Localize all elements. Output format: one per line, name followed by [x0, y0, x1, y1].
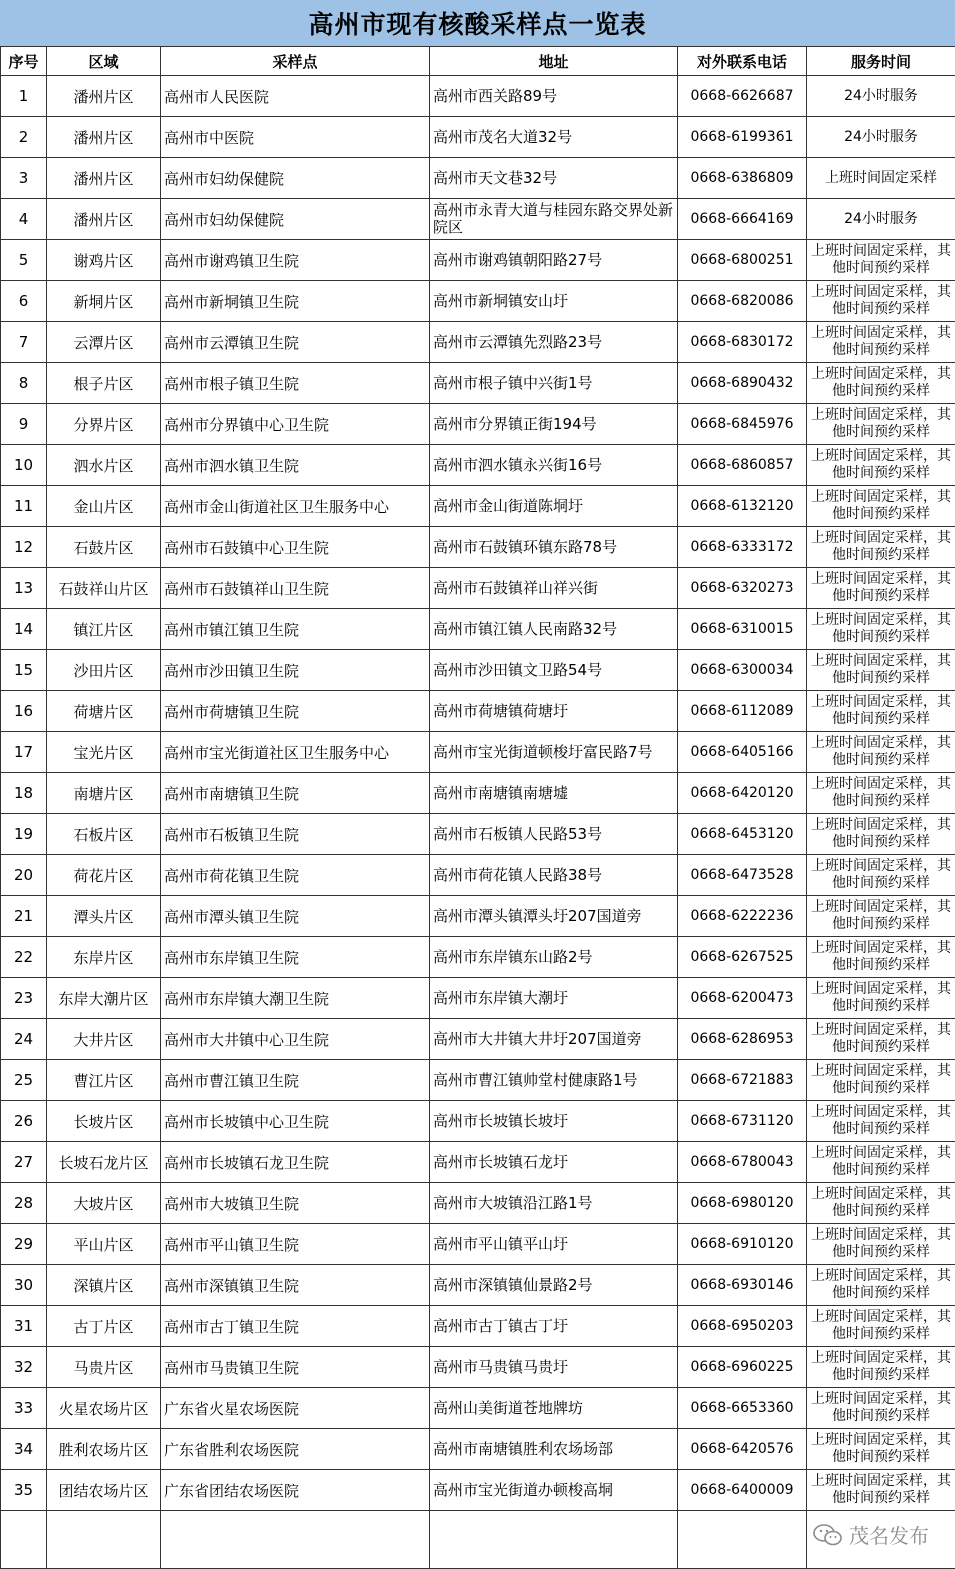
cell-area: 石鼓祥山片区 [47, 568, 161, 609]
cell-phone: 0668-6780043 [678, 1142, 807, 1183]
cell-area: 分界片区 [47, 404, 161, 445]
cell-phone: 0668-6830172 [678, 322, 807, 363]
cell-index: 15 [1, 650, 47, 691]
cell-service-time: 上班时间固定采样，其他时间预约采样 [807, 404, 955, 445]
cell-phone: 0668-6473528 [678, 855, 807, 896]
cell-service-time: 上班时间固定采样，其他时间预约采样 [807, 1265, 955, 1306]
watermark [813, 1520, 929, 1549]
cell-index: 14 [1, 609, 47, 650]
cell-phone: 0668-6721883 [678, 1060, 807, 1101]
cell-service-time: 24小时服务 [807, 76, 955, 117]
cell-address: 高州市长坡镇石龙圩 [430, 1142, 678, 1183]
cell-service-time: 上班时间固定采样，其他时间预约采样 [807, 1388, 955, 1429]
cell-phone: 0668-6300034 [678, 650, 807, 691]
blank-cell [47, 1511, 161, 1569]
cell-address: 高州市荷塘镇荷塘圩 [430, 691, 678, 732]
table-row [1, 1142, 955, 1183]
cell-site: 高州市人民医院 [161, 76, 430, 117]
cell-address: 高州市分界镇正街194号 [430, 404, 678, 445]
cell-area: 长坡石龙片区 [47, 1142, 161, 1183]
table-row [1, 281, 955, 322]
cell-index: 34 [1, 1429, 47, 1470]
cell-phone: 0668-6222236 [678, 896, 807, 937]
cell-address: 高州市潭头镇潭头圩207国道旁 [430, 896, 678, 937]
cell-phone: 0668-6420576 [678, 1429, 807, 1470]
cell-phone: 0668-6420120 [678, 773, 807, 814]
cell-service-time: 上班时间固定采样，其他时间预约采样 [807, 363, 955, 404]
table-row [1, 486, 955, 527]
header-phone: 对外联系电话 [678, 47, 807, 76]
cell-area: 潘州片区 [47, 199, 161, 240]
cell-phone: 0668-6820086 [678, 281, 807, 322]
cell-area: 火星农场片区 [47, 1388, 161, 1429]
table-row [1, 1183, 955, 1224]
cell-site: 高州市平山镇卫生院 [161, 1224, 430, 1265]
cell-phone: 0668-6333172 [678, 527, 807, 568]
cell-service-time: 上班时间固定采样，其他时间预约采样 [807, 1142, 955, 1183]
cell-service-time: 上班时间固定采样，其他时间预约采样 [807, 1429, 955, 1470]
cell-site: 高州市中医院 [161, 117, 430, 158]
cell-address: 高州市天文巷32号 [430, 158, 678, 199]
cell-index: 13 [1, 568, 47, 609]
cell-index: 12 [1, 527, 47, 568]
cell-area: 潘州片区 [47, 117, 161, 158]
cell-site: 高州市石鼓镇祥山卫生院 [161, 568, 430, 609]
cell-service-time: 上班时间固定采样，其他时间预约采样 [807, 1470, 955, 1511]
cell-area: 泗水片区 [47, 445, 161, 486]
table-row [1, 445, 955, 486]
cell-service-time: 上班时间固定采样，其他时间预约采样 [807, 322, 955, 363]
cell-index: 35 [1, 1470, 47, 1511]
cell-address: 高州市曹江镇帅堂村健康路1号 [430, 1060, 678, 1101]
cell-area: 新垌片区 [47, 281, 161, 322]
cell-phone: 0668-6890432 [678, 363, 807, 404]
cell-address: 高州市石鼓镇环镇东路78号 [430, 527, 678, 568]
cell-service-time: 上班时间固定采样，其他时间预约采样 [807, 1101, 955, 1142]
table-row [1, 1429, 955, 1470]
table-row [1, 1101, 955, 1142]
cell-index: 10 [1, 445, 47, 486]
cell-phone: 0668-6626687 [678, 76, 807, 117]
cell-area: 沙田片区 [47, 650, 161, 691]
cell-site: 高州市谢鸡镇卫生院 [161, 240, 430, 281]
cell-area: 荷花片区 [47, 855, 161, 896]
cell-site: 广东省团结农场医院 [161, 1470, 430, 1511]
blank-cell [678, 1511, 807, 1569]
cell-phone: 0668-6845976 [678, 404, 807, 445]
cell-address: 高州市泗水镇永兴街16号 [430, 445, 678, 486]
cell-address: 高州市东岸镇大潮圩 [430, 978, 678, 1019]
table-row [1, 650, 955, 691]
cell-address: 高州市南塘镇胜利农场场部 [430, 1429, 678, 1470]
table-row [1, 1347, 955, 1388]
table-row [1, 117, 955, 158]
cell-address: 高州市云潭镇先烈路23号 [430, 322, 678, 363]
cell-address: 高州市南塘镇南塘墟 [430, 773, 678, 814]
cell-service-time: 上班时间固定采样，其他时间预约采样 [807, 281, 955, 322]
table-row [1, 158, 955, 199]
header-service-time: 服务时间 [807, 47, 955, 76]
table-row [1, 609, 955, 650]
cell-site: 高州市泗水镇卫生院 [161, 445, 430, 486]
cell-phone: 0668-6400009 [678, 1470, 807, 1511]
table-row [1, 1388, 955, 1429]
cell-service-time: 上班时间固定采样，其他时间预约采样 [807, 1060, 955, 1101]
cell-index: 21 [1, 896, 47, 937]
cell-phone: 0668-6132120 [678, 486, 807, 527]
header-address: 地址 [430, 47, 678, 76]
table-row [1, 1265, 955, 1306]
cell-service-time: 24小时服务 [807, 199, 955, 240]
cell-site: 高州市曹江镇卫生院 [161, 1060, 430, 1101]
cell-area: 南塘片区 [47, 773, 161, 814]
cell-site: 高州市深镇镇卫生院 [161, 1265, 430, 1306]
title-bar [0, 0, 955, 47]
blank-cell [161, 1511, 430, 1569]
header-area: 区域 [47, 47, 161, 76]
table-row [1, 978, 955, 1019]
cell-site: 高州市古丁镇卫生院 [161, 1306, 430, 1347]
cell-index: 5 [1, 240, 47, 281]
cell-site: 广东省胜利农场医院 [161, 1429, 430, 1470]
cell-address: 高州市谢鸡镇朝阳路27号 [430, 240, 678, 281]
cell-site: 高州市根子镇卫生院 [161, 363, 430, 404]
cell-address: 高州市长坡镇长坡圩 [430, 1101, 678, 1142]
cell-service-time: 上班时间固定采样，其他时间预约采样 [807, 978, 955, 1019]
table-row [1, 527, 955, 568]
table-row [1, 937, 955, 978]
cell-index: 19 [1, 814, 47, 855]
cell-phone: 0668-6930146 [678, 1265, 807, 1306]
cell-index: 1 [1, 76, 47, 117]
cell-phone: 0668-6960225 [678, 1347, 807, 1388]
cell-area: 云潭片区 [47, 322, 161, 363]
page-title: 高州市现有核酸采样点一览表 [308, 5, 646, 41]
cell-area: 东岸大潮片区 [47, 978, 161, 1019]
cell-service-time: 上班时间固定采样，其他时间预约采样 [807, 773, 955, 814]
cell-service-time: 上班时间固定采样，其他时间预约采样 [807, 732, 955, 773]
cell-address: 高州市石板镇人民路53号 [430, 814, 678, 855]
table-row [1, 199, 955, 240]
blank-cell [430, 1511, 678, 1569]
cell-service-time: 24小时服务 [807, 117, 955, 158]
cell-phone: 0668-6860857 [678, 445, 807, 486]
cell-index: 28 [1, 1183, 47, 1224]
cell-index: 32 [1, 1347, 47, 1388]
cell-site: 高州市石板镇卫生院 [161, 814, 430, 855]
cell-phone: 0668-6800251 [678, 240, 807, 281]
table-row [1, 732, 955, 773]
cell-address: 高州市新垌镇安山圩 [430, 281, 678, 322]
cell-address: 高州市大坡镇沿江路1号 [430, 1183, 678, 1224]
cell-index: 11 [1, 486, 47, 527]
cell-phone: 0668-6980120 [678, 1183, 807, 1224]
cell-area: 谢鸡片区 [47, 240, 161, 281]
cell-area: 潘州片区 [47, 76, 161, 117]
cell-area: 石鼓片区 [47, 527, 161, 568]
cell-address: 高州市茂名大道32号 [430, 117, 678, 158]
cell-service-time: 上班时间固定采样，其他时间预约采样 [807, 1183, 955, 1224]
blank-row [1, 1511, 955, 1569]
cell-site: 高州市长坡镇中心卫生院 [161, 1101, 430, 1142]
table-row [1, 1470, 955, 1511]
cell-index: 18 [1, 773, 47, 814]
table-row [1, 855, 955, 896]
header-row [1, 47, 955, 76]
cell-phone: 0668-6910120 [678, 1224, 807, 1265]
cell-index: 30 [1, 1265, 47, 1306]
cell-service-time: 上班时间固定采样，其他时间预约采样 [807, 609, 955, 650]
table-row [1, 1019, 955, 1060]
cell-phone: 0668-6320273 [678, 568, 807, 609]
wechat-icon [813, 1524, 843, 1546]
cell-area: 深镇片区 [47, 1265, 161, 1306]
cell-address: 高州市沙田镇文卫路54号 [430, 650, 678, 691]
cell-index: 16 [1, 691, 47, 732]
cell-index: 20 [1, 855, 47, 896]
cell-phone: 0668-6664169 [678, 199, 807, 240]
header-index: 序号 [1, 47, 47, 76]
cell-phone: 0668-6200473 [678, 978, 807, 1019]
cell-area: 宝光片区 [47, 732, 161, 773]
blank-cell [1, 1511, 47, 1569]
cell-service-time: 上班时间固定采样，其他时间预约采样 [807, 896, 955, 937]
cell-site: 高州市新垌镇卫生院 [161, 281, 430, 322]
cell-site: 高州市潭头镇卫生院 [161, 896, 430, 937]
cell-index: 31 [1, 1306, 47, 1347]
cell-service-time: 上班时间固定采样，其他时间预约采样 [807, 240, 955, 281]
cell-site: 高州市荷花镇卫生院 [161, 855, 430, 896]
cell-index: 29 [1, 1224, 47, 1265]
cell-phone: 0668-6267525 [678, 937, 807, 978]
cell-site: 高州市宝光街道社区卫生服务中心 [161, 732, 430, 773]
cell-address: 高州市宝光街道办顿梭高垌 [430, 1470, 678, 1511]
cell-site: 高州市大坡镇卫生院 [161, 1183, 430, 1224]
cell-address: 高州市平山镇平山圩 [430, 1224, 678, 1265]
table-row [1, 1060, 955, 1101]
cell-site: 高州市镇江镇卫生院 [161, 609, 430, 650]
cell-phone: 0668-6386809 [678, 158, 807, 199]
cell-site: 高州市南塘镇卫生院 [161, 773, 430, 814]
cell-service-time: 上班时间固定采样，其他时间预约采样 [807, 568, 955, 609]
cell-index: 8 [1, 363, 47, 404]
cell-service-time: 上班时间固定采样，其他时间预约采样 [807, 814, 955, 855]
table-row [1, 363, 955, 404]
cell-service-time: 上班时间固定采样，其他时间预约采样 [807, 1019, 955, 1060]
cell-site: 高州市妇幼保健院 [161, 158, 430, 199]
cell-address: 高州市深镇镇仙景路2号 [430, 1265, 678, 1306]
table-row [1, 773, 955, 814]
table-row [1, 1306, 955, 1347]
cell-phone: 0668-6112089 [678, 691, 807, 732]
cell-index: 4 [1, 199, 47, 240]
cell-area: 团结农场片区 [47, 1470, 161, 1511]
cell-site: 高州市石鼓镇中心卫生院 [161, 527, 430, 568]
cell-service-time: 上班时间固定采样 [807, 158, 955, 199]
cell-phone: 0668-6286953 [678, 1019, 807, 1060]
cell-area: 潭头片区 [47, 896, 161, 937]
cell-address: 高州市东岸镇东山路2号 [430, 937, 678, 978]
cell-area: 石板片区 [47, 814, 161, 855]
cell-service-time: 上班时间固定采样，其他时间预约采样 [807, 1347, 955, 1388]
cell-service-time: 上班时间固定采样，其他时间预约采样 [807, 486, 955, 527]
cell-index: 3 [1, 158, 47, 199]
cell-index: 2 [1, 117, 47, 158]
cell-address: 高州市根子镇中兴街1号 [430, 363, 678, 404]
cell-service-time: 上班时间固定采样，其他时间预约采样 [807, 1306, 955, 1347]
cell-site: 高州市云潭镇卫生院 [161, 322, 430, 363]
cell-phone: 0668-6310015 [678, 609, 807, 650]
cell-address: 高州市镇江镇人民南路32号 [430, 609, 678, 650]
cell-address: 高州市古丁镇古丁圩 [430, 1306, 678, 1347]
cell-address: 高州山美街道苍地牌坊 [430, 1388, 678, 1429]
cell-phone: 0668-6731120 [678, 1101, 807, 1142]
cell-area: 荷塘片区 [47, 691, 161, 732]
cell-phone: 0668-6653360 [678, 1388, 807, 1429]
cell-phone: 0668-6405166 [678, 732, 807, 773]
cell-service-time: 上班时间固定采样，其他时间预约采样 [807, 855, 955, 896]
cell-area: 古丁片区 [47, 1306, 161, 1347]
table-row [1, 1224, 955, 1265]
cell-area: 平山片区 [47, 1224, 161, 1265]
sampling-sites-table [0, 46, 955, 1569]
cell-site: 高州市长坡镇石龙卫生院 [161, 1142, 430, 1183]
cell-area: 金山片区 [47, 486, 161, 527]
header-site: 采样点 [161, 47, 430, 76]
cell-site: 高州市沙田镇卫生院 [161, 650, 430, 691]
cell-area: 东岸片区 [47, 937, 161, 978]
table-row [1, 568, 955, 609]
cell-phone: 0668-6453120 [678, 814, 807, 855]
cell-phone: 0668-6950203 [678, 1306, 807, 1347]
watermark-text: 茂名发布 [849, 1520, 929, 1549]
cell-address: 高州市石鼓镇祥山祥兴街 [430, 568, 678, 609]
cell-site: 高州市马贵镇卫生院 [161, 1347, 430, 1388]
cell-area: 大井片区 [47, 1019, 161, 1060]
cell-area: 马贵片区 [47, 1347, 161, 1388]
cell-area: 根子片区 [47, 363, 161, 404]
cell-address: 高州市马贵镇马贵圩 [430, 1347, 678, 1388]
cell-service-time: 上班时间固定采样，其他时间预约采样 [807, 527, 955, 568]
cell-address: 高州市永青大道与桂园东路交界处新院区 [430, 199, 678, 240]
cell-service-time: 上班时间固定采样，其他时间预约采样 [807, 445, 955, 486]
cell-service-time: 上班时间固定采样，其他时间预约采样 [807, 650, 955, 691]
cell-area: 长坡片区 [47, 1101, 161, 1142]
cell-address: 高州市金山街道陈垌圩 [430, 486, 678, 527]
cell-index: 23 [1, 978, 47, 1019]
cell-site: 高州市大井镇中心卫生院 [161, 1019, 430, 1060]
cell-index: 27 [1, 1142, 47, 1183]
cell-address: 高州市宝光街道顿梭圩富民路7号 [430, 732, 678, 773]
cell-area: 曹江片区 [47, 1060, 161, 1101]
table-row [1, 814, 955, 855]
table-row [1, 691, 955, 732]
cell-area: 镇江片区 [47, 609, 161, 650]
table-row [1, 322, 955, 363]
cell-address: 高州市西关路89号 [430, 76, 678, 117]
cell-site: 广东省火星农场医院 [161, 1388, 430, 1429]
cell-index: 6 [1, 281, 47, 322]
cell-index: 9 [1, 404, 47, 445]
cell-site: 高州市荷塘镇卫生院 [161, 691, 430, 732]
cell-site: 高州市分界镇中心卫生院 [161, 404, 430, 445]
cell-index: 7 [1, 322, 47, 363]
cell-site: 高州市东岸镇大潮卫生院 [161, 978, 430, 1019]
cell-area: 潘州片区 [47, 158, 161, 199]
table-row [1, 896, 955, 937]
table-row [1, 76, 955, 117]
table-row [1, 404, 955, 445]
cell-area: 大坡片区 [47, 1183, 161, 1224]
cell-index: 24 [1, 1019, 47, 1060]
cell-phone: 0668-6199361 [678, 117, 807, 158]
cell-service-time: 上班时间固定采样，其他时间预约采样 [807, 1224, 955, 1265]
cell-address: 高州市大井镇大井圩207国道旁 [430, 1019, 678, 1060]
cell-index: 26 [1, 1101, 47, 1142]
cell-site: 高州市东岸镇卫生院 [161, 937, 430, 978]
cell-address: 高州市荷花镇人民路38号 [430, 855, 678, 896]
cell-site: 高州市金山街道社区卫生服务中心 [161, 486, 430, 527]
cell-index: 17 [1, 732, 47, 773]
cell-index: 25 [1, 1060, 47, 1101]
cell-index: 22 [1, 937, 47, 978]
cell-index: 33 [1, 1388, 47, 1429]
table-row [1, 240, 955, 281]
cell-site: 高州市妇幼保健院 [161, 199, 430, 240]
cell-service-time: 上班时间固定采样，其他时间预约采样 [807, 691, 955, 732]
cell-area: 胜利农场片区 [47, 1429, 161, 1470]
cell-service-time: 上班时间固定采样，其他时间预约采样 [807, 937, 955, 978]
